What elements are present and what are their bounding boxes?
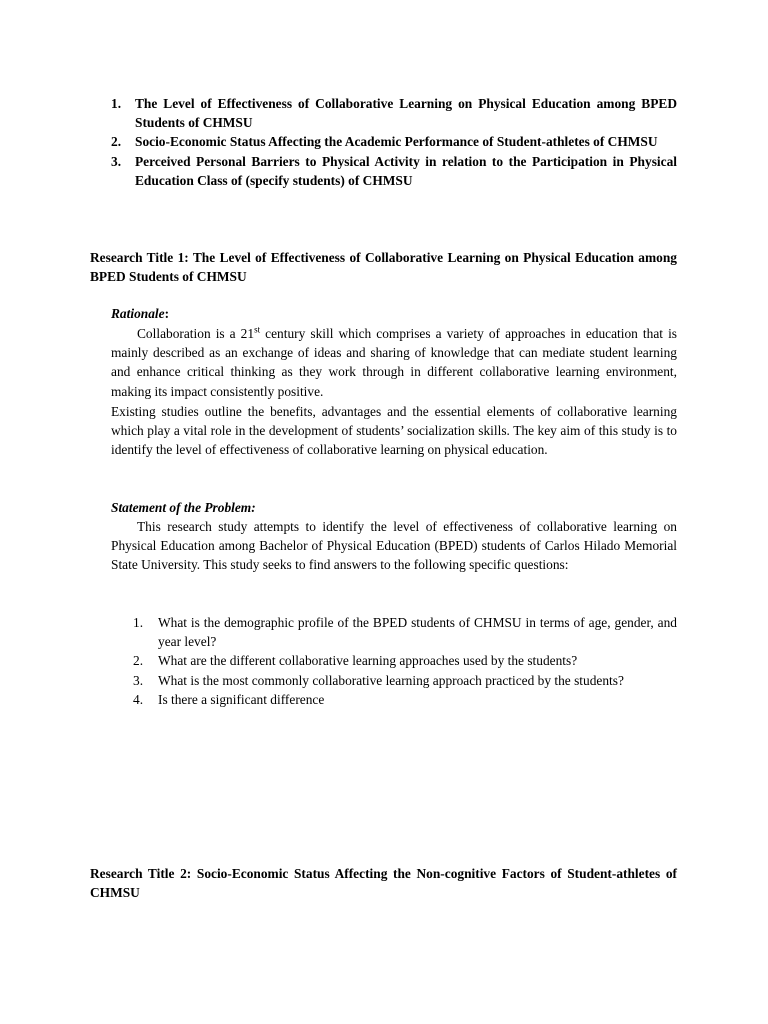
rationale-paragraph-1: [111, 324, 677, 401]
list-item-text: The Level of Effectiveness of Collaborative Learning on Physical Education among BPED Students of CHMSU: [135, 96, 677, 131]
specific-questions-list: [133, 613, 677, 709]
rationale-heading-text: Rationale: [111, 306, 165, 321]
list-item: [111, 152, 677, 190]
list-item-text: What is the most commonly collaborative learning approach practiced by the students?: [158, 672, 624, 688]
list-number: 1.: [133, 615, 144, 630]
list-item-text: What are the different collaborative learning approaches used by the students?: [158, 653, 578, 669]
list-number: 3.: [133, 672, 144, 688]
list-item-text: Is there a significant difference: [158, 691, 325, 707]
list-item-text: Perceived Personal Barriers to Physical Activity in relation to the Participation in Physical Education Class of (specify students) of CHMSU: [135, 153, 677, 188]
list-item: [133, 651, 677, 670]
rationale-heading: [111, 304, 169, 323]
list-number: 1.: [111, 96, 122, 111]
rationale-p1-start: Collaboration is a 21: [137, 326, 255, 341]
rationale-heading-colon: :: [164, 306, 170, 321]
list-item-text: What is the demographic profile of the BPED students of CHMSU in terms of age, gender, and year level?: [158, 615, 677, 650]
statement-paragraph: This research study attempts to identify the level of effectiveness of collaborative learning on Physical Education among Bachelor of Physical Education (BPED) students of Carlos Hilado Memorial State University. This study seeks to find answers to the following specific questions:: [111, 519, 677, 573]
rationale-p1-rest: century skill which comprises a variety of approaches in education that is mainly described as an exchange of ideas and sharing of knowledge that can mediate student learning and enhance critical thinking as they work through in different collaborative learning environment, making its impact consistently positive.: [111, 326, 677, 399]
list-number: 2.: [111, 134, 122, 150]
list-number: 4.: [133, 691, 144, 707]
list-number: 3.: [111, 153, 122, 169]
list-item: [111, 94, 677, 132]
research-title-2: Research Title 2: Socio-Economic Status Affecting the Non-cognitive Factors of Student-athletes of CHMSU: [90, 866, 677, 901]
list-item: [133, 690, 677, 709]
research-titles-list: [111, 94, 677, 190]
rationale-paragraph-2: Existing studies outline the benefits, advantages and the essential elements of collaborative learning which play a vital role in the development of students’ socialization skills. The key aim of this study is to identify the level of effectiveness of collaborative learning on physical education.: [111, 404, 677, 458]
research-title-1: Research Title 1: The Level of Effectiveness of Collaborative Learning on Physical Education among BPED Students of CHMSU: [90, 250, 677, 285]
ordinal-superscript: st: [254, 324, 261, 335]
statement-heading: Statement of the Problem:: [111, 500, 256, 515]
list-item: [133, 671, 677, 690]
list-item: [133, 613, 677, 651]
list-number: 2.: [133, 653, 144, 669]
list-item: [111, 132, 677, 151]
list-item-text: Socio-Economic Status Affecting the Academic Performance of Student-athletes of CHMSU: [135, 134, 658, 150]
